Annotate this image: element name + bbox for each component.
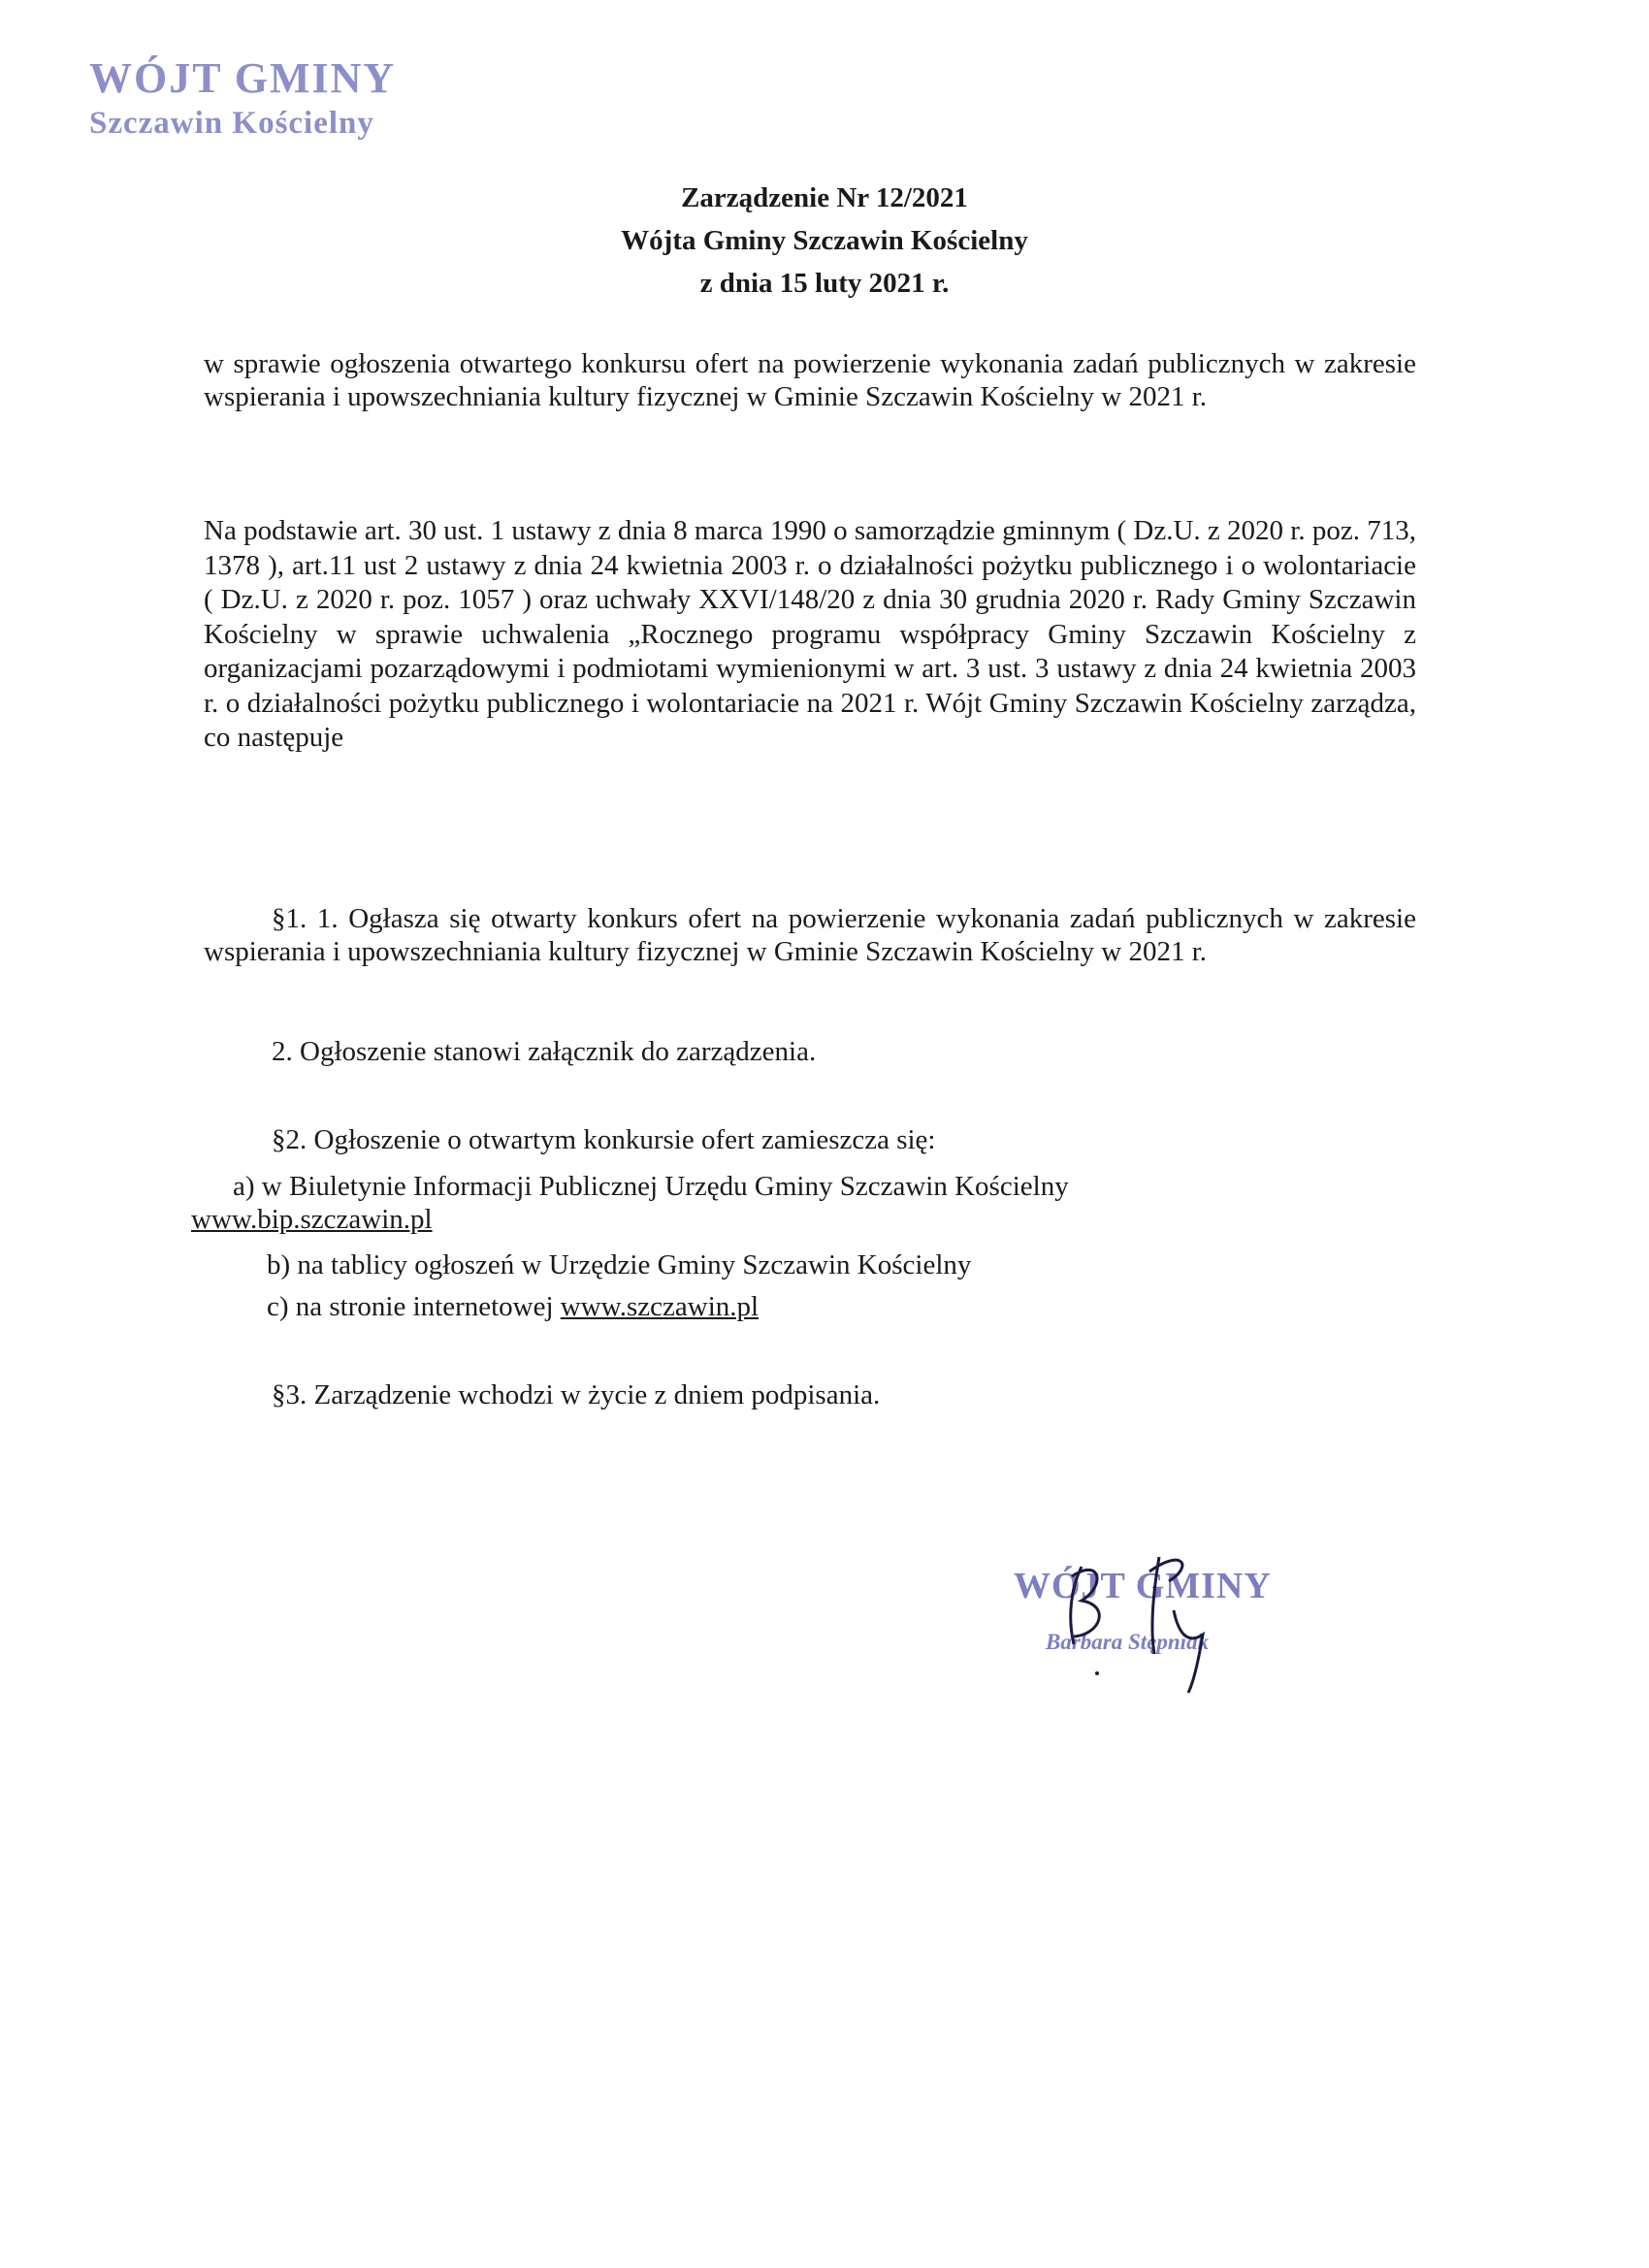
stamp-subtitle: Szczawin Kościelny <box>89 106 374 142</box>
subject-text: w sprawie ogłoszenia otwartego konkursu ofert na powierzenie wykonania zadań publicznych w zakresie wspierania i upowszechniania kultury fizycznej w Gminie Szczawin Kościelny w 2021 r. <box>204 348 1416 412</box>
document-subject <box>204 347 1416 413</box>
section-2-item-c-text: c) na stronie internetowej <box>267 1291 561 1322</box>
signature-stamp <box>1014 1557 1305 1683</box>
bip-link[interactable]: www.bip.szczawin.pl <box>191 1204 433 1235</box>
signature-stamp-name: Barbara Stępniak <box>1046 1630 1210 1654</box>
document-date: z dnia 15 luty 2021 r. <box>699 268 950 299</box>
handwritten-signature <box>1014 1528 1305 1702</box>
document-header <box>0 177 1649 305</box>
section-2-item-a: a) w Biuletynie Informacji Publicznej Urzędu Gminy Szczawin Kościelny <box>233 1171 1069 1202</box>
section-2-intro: §2. Ogłoszenie o otwartym konkursie ofert zamieszcza się: <box>272 1124 936 1155</box>
document-issuer: Wójta Gminy Szczawin Kościelny <box>621 225 1028 256</box>
section-3: §3. Zarządzenie wchodzi w życie z dniem podpisania. <box>272 1379 881 1410</box>
signature-stamp-title: WÓJT GMINY <box>1014 1566 1272 1606</box>
section-1-item-2: 2. Ogłoszenie stanowi załącznik do zarządzenia. <box>272 1036 817 1067</box>
document-number: Zarządzenie Nr 12/2021 <box>681 182 968 213</box>
website-link[interactable]: www.szczawin.pl <box>560 1291 760 1322</box>
legal-basis-text: Na podstawie art. 30 ust. 1 ustawy z dnia 8 marca 1990 o samorządzie gminnym ( Dz.U. z 2020 r. poz. 713, 1378 ), art.11 ust 2 ustawy z dnia 24 kwietnia 2003 r. o działalności pożytku publicznego i o wolontariacie ( Dz.U. z 2020 r. poz. 1057 ) oraz uchwały XXVI/148/20 z dnia 30 grudnia 2020 r. Rady Gminy Szczawin Kościelny w sprawie uchwalenia „Rocznego programu współpracy Gminy Szczawin Kościelny z organizacjami pozarządowymi i podmiotami wymienionymi w art. 3 ust. 3 ustawy z dnia 24 kwietnia 2003 r. o działalności pożytku publicznego i wolontariacie na 2021 r. Wójt Gminy Szczawin Kościelny zarządza, co następuje <box>204 515 1416 753</box>
section-1-item-1-text: §1. 1. Ogłasza się otwarty konkurs ofert na powierzenie wykonania zadań publicznych w zakresie wspierania i upowszechniania kultury fizycznej w Gminie Szczawin Kościelny w 2021 r. <box>204 903 1416 967</box>
section-2-item-b: b) na tablicy ogłoszeń w Urzędzie Gminy Szczawin Kościelny <box>267 1249 972 1280</box>
stamp-title: WÓJT GMINY <box>89 54 397 102</box>
section-2-item-c <box>267 1290 759 1323</box>
legal-basis <box>204 514 1416 756</box>
municipality-stamp <box>89 56 396 141</box>
section-1-item-1 <box>204 902 1416 968</box>
section-2-item-a-link-wrap <box>191 1203 433 1236</box>
